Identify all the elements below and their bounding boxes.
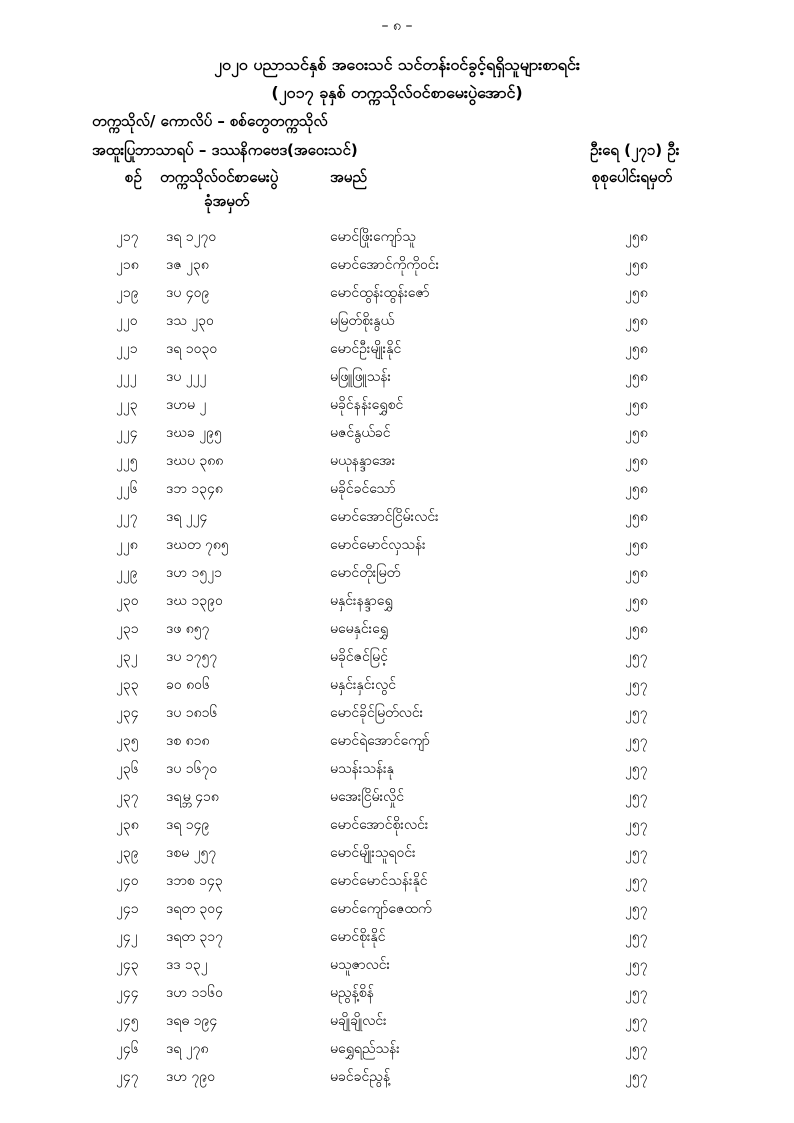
roll-number-cell: ဒရ ၂၇၈ [166, 1041, 209, 1057]
table-row [0, 588, 794, 616]
student-list [0, 224, 794, 1092]
name-cell: မောင်ခိုင်မြတ်လင်း [330, 705, 424, 721]
roll-number-cell: ဒရ ၂၂၄ [166, 509, 208, 525]
roll-number-cell: ဒရတ ၃၁၇ [166, 929, 224, 945]
serial-cell: ၂၃၃ [116, 677, 139, 693]
document-subtitle: (၂၀၁၇ ခုနှစ် တက္ကသိုလ်ဝင်စာမေးပွဲအောင်) [271, 83, 523, 102]
name-cell: မခင်ခင်ညွန့် [330, 1069, 391, 1085]
name-cell: မောင်ဦးမျိုးနိုင် [330, 341, 402, 357]
serial-cell: ၂၃၆ [116, 761, 139, 777]
marks-cell: ၂၅၇ [625, 1041, 648, 1057]
serial-cell: ၂၄၂ [116, 929, 138, 945]
table-row [0, 812, 794, 840]
roll-number-cell: ဒစမ ၂၅၇ [166, 845, 217, 861]
name-cell: မောင်စိုးနိုင် [330, 929, 386, 945]
serial-cell: ၂၂၆ [116, 481, 138, 497]
marks-cell: ၂၅၈ [625, 537, 648, 553]
table-row [0, 532, 794, 560]
marks-cell: ၂၅၇ [625, 845, 648, 861]
roll-number-cell: ဒရမ္ဘ ၄၁၈ [166, 789, 219, 805]
table-row [0, 560, 794, 588]
name-cell: မညွန့်စိန် [330, 985, 374, 1001]
roll-number-cell: ဒပ ၂၂၂ [166, 369, 207, 385]
marks-cell: ၂၅၇ [625, 817, 648, 833]
marks-cell: ၂၅၈ [625, 257, 648, 273]
marks-cell: ၂၅၇ [625, 705, 648, 721]
marks-cell: ၂၅၈ [625, 397, 648, 413]
serial-cell: ၂၄၁ [116, 901, 139, 917]
marks-cell: ၂၅၇ [625, 789, 648, 805]
column-header-marks: စုစုပေါင်းရမှတ် [592, 168, 673, 186]
serial-cell: ၂၃၀ [116, 593, 139, 609]
serial-cell: ၂၃၈ [116, 817, 139, 833]
marks-cell: ၂၅၈ [625, 341, 648, 357]
name-cell: မောင်မျိုးသူရဝင်း [330, 845, 416, 861]
roll-number-cell: ဒဇ ၂၃၈ [166, 257, 209, 273]
serial-cell: ၂၃၂ [116, 649, 138, 665]
marks-cell: ၂၅၈ [625, 565, 648, 581]
serial-cell: ၂၁၇ [116, 229, 139, 245]
serial-cell: ၂၄၄ [116, 985, 139, 1001]
table-row [0, 644, 794, 672]
serial-cell: ၂၃၉ [116, 845, 139, 861]
table-row [0, 364, 794, 392]
marks-cell: ၂၅၇ [625, 957, 648, 973]
roll-number-cell: ဒစ ၈၁၈ [166, 733, 210, 749]
marks-cell: ၂၅၈ [625, 481, 648, 497]
roll-number-cell: ဒဟ ၁၁၆၀ [166, 985, 223, 1001]
roll-number-cell: ဒဃပ ၃၈၈ [166, 453, 224, 469]
roll-number-cell: ဒဘစ ၁၄၃ [166, 873, 223, 889]
marks-cell: ၂၅၇ [625, 733, 648, 749]
table-row [0, 1008, 794, 1036]
roll-number-cell: ဒသ ၂၃၀ [166, 313, 214, 329]
marks-cell: ၂၅၈ [625, 369, 648, 385]
serial-cell: ၂၂၁ [116, 341, 138, 357]
name-cell: မဖြူဖြူသန်း [330, 369, 392, 385]
table-row [0, 952, 794, 980]
column-header-roll: တက္ကသိုလ်ဝင်စာမေးပွဲ [160, 168, 279, 186]
table-row [0, 280, 794, 308]
serial-cell: ၂၃၁ [116, 621, 139, 637]
name-cell: မနှင်းနှင်းလွင် [330, 677, 396, 693]
name-cell: မောင်အောင်ငြိမ်းလင်း [330, 509, 439, 525]
name-cell: မောင်အောင်စိုးလင်း [330, 817, 429, 833]
marks-cell: ၂၅၇ [625, 1069, 648, 1085]
table-row [0, 756, 794, 784]
column-header-serial: စဉ် [125, 168, 142, 186]
major-label: အထူးပြုဘာသာရပ် – ဒဿနိကဗေဒ(အဝေးသင်) [92, 141, 358, 159]
marks-cell: ၂၅၈ [625, 453, 648, 469]
name-cell: မရွှေရည်သန်း [330, 1041, 400, 1057]
name-cell: မသန်းသန်းနု [330, 761, 394, 777]
marks-cell: ၂၅၇ [625, 929, 648, 945]
serial-cell: ၂၂၃ [116, 397, 138, 413]
name-cell: မသူဇာလင်း [330, 957, 391, 973]
table-row [0, 672, 794, 700]
serial-cell: ၂၂၂ [116, 369, 137, 385]
serial-cell: ၂၃၇ [116, 789, 139, 805]
name-cell: မချိုချိုလင်း [330, 1013, 387, 1029]
roll-number-cell: ဒပ ၁၈၁၆ [166, 705, 218, 721]
table-row [0, 308, 794, 336]
roll-number-cell: ဒပ ၄၀၉ [166, 285, 210, 301]
marks-cell: ၂၅၈ [625, 425, 648, 441]
university-label: တက္ကသိုလ်/ ကောလိပ် – စစ်တွေတက္ကသိုလ် [92, 112, 328, 130]
roll-number-cell: ဒရ ၁၀၃၀ [166, 341, 218, 357]
marks-cell: ၂၅၇ [625, 761, 648, 777]
marks-cell: ၂၅၇ [625, 901, 648, 917]
name-cell: မောင်မောင်လှသန်း [330, 537, 426, 553]
table-row [0, 924, 794, 952]
page-number: – ၈ – [381, 18, 413, 34]
table-row [0, 784, 794, 812]
table-row [0, 980, 794, 1008]
serial-cell: ၂၄၆ [116, 1041, 139, 1057]
serial-cell: ၂၄၃ [116, 957, 139, 973]
roll-number-cell: ဒဟ ၇၉၀ [166, 1069, 216, 1085]
name-cell: မအေးငြိမ်းလှိုင် [330, 789, 405, 805]
name-cell: မမြတ်စိုးနွယ် [330, 313, 395, 329]
marks-cell: ၂၅၇ [625, 985, 648, 1001]
roll-number-cell: ဒဖ ၈၅၇ [166, 621, 210, 637]
table-row [0, 868, 794, 896]
serial-cell: ၂၂၉ [116, 565, 138, 581]
name-cell: မောင်ရဲအောင်ကျော် [330, 733, 430, 749]
serial-cell: ၂၄၅ [116, 1013, 139, 1029]
column-header-name: အမည် [330, 168, 367, 186]
table-row [0, 392, 794, 420]
name-cell: မောင်တိုးမြတ် [330, 565, 401, 581]
name-cell: မောင်ဖြိုးကျော်သူ [330, 229, 416, 245]
name-cell: မခိုင်နန်းရွှေစင် [330, 397, 404, 413]
name-cell: မောင်ကျော်ဇေထက် [330, 901, 432, 917]
table-row [0, 504, 794, 532]
name-cell: မခိုင်ခင်သော် [330, 481, 396, 497]
marks-cell: ၂၅၇ [625, 677, 648, 693]
table-row [0, 728, 794, 756]
marks-cell: ၂၅၇ [625, 649, 648, 665]
table-row [0, 420, 794, 448]
table-row [0, 448, 794, 476]
serial-cell: ၂၂၄ [116, 425, 138, 441]
serial-cell: ၂၃၅ [116, 733, 139, 749]
serial-cell: ၂၄၀ [116, 873, 139, 889]
total-count: ဦးရေ (၂၇၁) ဦး [590, 141, 680, 159]
roll-number-cell: ဒပ ၁၇၅၇ [166, 649, 218, 665]
marks-cell: ၂၅၇ [625, 873, 648, 889]
name-cell: မခိုင်ဇင်မြင့် [330, 649, 388, 665]
roll-number-cell: ခဝ ၈၀၆ [166, 677, 210, 693]
roll-number-cell: ဒဃ ၁၃၉၀ [166, 593, 223, 609]
table-row [0, 616, 794, 644]
marks-cell: ၂၅၈ [625, 229, 648, 245]
roll-number-cell: ဒဟမ ၂ [166, 397, 207, 413]
serial-cell: ၂၂၀ [116, 313, 138, 329]
table-row [0, 336, 794, 364]
table-row [0, 700, 794, 728]
name-cell: မောင်ထွန်းထွန်းဇော် [330, 285, 430, 301]
marks-cell: ၂၅၇ [625, 1013, 648, 1029]
marks-cell: ၂၅၈ [625, 621, 648, 637]
serial-cell: ၂၁၉ [116, 285, 139, 301]
table-row [0, 224, 794, 252]
marks-cell: ၂၅၈ [625, 509, 648, 525]
roll-number-cell: ဒရ ၁၂၇၀ [166, 229, 217, 245]
name-cell: မနှင်းနန္ဒာရွှေ [330, 593, 393, 609]
marks-cell: ၂၅၈ [625, 593, 648, 609]
name-cell: မယုနန္ဒာအေး [330, 453, 396, 469]
roll-number-cell: ဒဃတ ၇၈၅ [166, 537, 229, 553]
table-row [0, 1064, 794, 1092]
serial-cell: ၂၃၄ [116, 705, 139, 721]
marks-cell: ၂၅၈ [625, 285, 648, 301]
roll-number-cell: ဒဘ ၁၃၄၈ [166, 481, 223, 497]
table-row [0, 476, 794, 504]
marks-cell: ၂၅၈ [625, 313, 648, 329]
name-cell: မောင်မောင်သန်းနိုင် [330, 873, 428, 889]
table-row [0, 840, 794, 868]
table-row [0, 1036, 794, 1064]
name-cell: မဇင်နွယ်ခင် [330, 425, 391, 441]
serial-cell: ၂၂၅ [116, 453, 138, 469]
name-cell: မမေနှင်းရွှေ [330, 621, 389, 637]
table-row [0, 896, 794, 924]
table-row [0, 252, 794, 280]
roll-number-cell: ဒရ ၁၄၉ [166, 817, 210, 833]
document-title: ၂၀၂၀ ပညာသင်နှစ် အဝေးသင် သင်တန်းဝင်ခွင့်ရရှိသူများစာရင်း [214, 55, 580, 74]
name-cell: မောင်အောင်ကိုကိုဝင်း [330, 257, 440, 273]
serial-cell: ၂၁၈ [116, 257, 139, 273]
column-header-roll-line2: ခုံအမှတ် [204, 192, 250, 210]
roll-number-cell: ဒပ ၁၆၇၀ [166, 761, 218, 777]
roll-number-cell: ဒရတ ၃၀၄ [166, 901, 224, 917]
serial-cell: ၂၂၇ [116, 509, 138, 525]
serial-cell: ၂၂၈ [116, 537, 138, 553]
roll-number-cell: ဒရဓ ၁၉၄ [166, 1013, 218, 1029]
roll-number-cell: ဒဟ ၁၅၂၁ [166, 565, 222, 581]
roll-number-cell: ဒဒ ၁၃၂ [166, 957, 208, 973]
roll-number-cell: ဒဃခ ၂၉၅ [166, 425, 222, 441]
serial-cell: ၂၄၇ [116, 1069, 139, 1085]
